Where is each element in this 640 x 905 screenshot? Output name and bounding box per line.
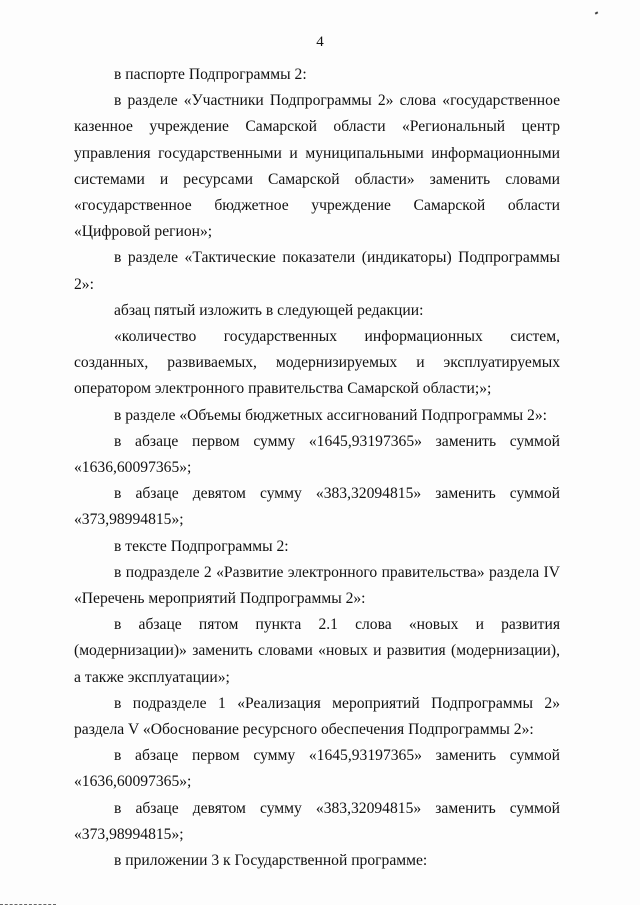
page-number: 4 — [316, 34, 324, 50]
scan-mark — [595, 11, 599, 14]
paragraph-budget-section: в разделе «Объемы бюджетных ассигнований Подпрограммы 2»: — [114, 406, 547, 424]
paragraph-subsection-2: в подразделе 2 «Развитие электронного правительства» раздела IV «Перечень мероприятий Подпрограммы 2»: — [74, 563, 560, 608]
paragraph-resource-ninth: в абзаце девятом сумму «383,32094815» заменить суммой «373,98994815»; — [74, 799, 560, 843]
paragraph-item-2-1: в абзаце пятом пункта 2.1 слова «новых и развития (модернизации)» заменить словами «новых и развития (модернизации), а также эксплуатации»; — [74, 616, 560, 686]
paragraph-resource-first: в абзаце первом сумму «1645,93197365» заменить суммой «1636,60097365»; — [74, 747, 560, 791]
paragraph-budget-ninth: в абзаце девятом сумму «383,32094815» заменить суммой «373,98994815»; — [74, 485, 560, 529]
paragraph-subprogram-text: в тексте Подпрограммы 2: — [114, 537, 289, 555]
paragraph-appendix-3: в приложении 3 к Государственной программе: — [114, 852, 428, 870]
paragraph-passport: в паспорте Подпрограммы 2: — [114, 66, 307, 83]
paragraph-participants: в разделе «Участники Подпрограммы 2» слова «государственное казенное учреждение Самарской области «Региональный центр управления государственными и муниципальными информационными системами и ресурсами Самарской области» заменить словами «государственное бюджетное учреждение Самарской области «Цифровой регион»; — [74, 92, 560, 241]
paragraph-fifth-abzac: абзац пятый изложить в следующей редакции: — [114, 301, 424, 319]
paragraph-quoted-indicator: «количество государственных информационных систем, созданных, развиваемых, модернизируемых и эксплуатируемых оператором электронного правительства Самарской области;»; — [74, 328, 560, 398]
paragraph-indicators-section: в разделе «Тактические показатели (индикаторы) Подпрограммы 2»: — [74, 249, 560, 293]
document-body — [74, 62, 560, 874]
paragraph-budget-first: в абзаце первом сумму «1645,93197365» заменить суммой «1636,60097365»; — [74, 432, 560, 477]
paragraph-subsection-1: в подразделе 1 «Реализация мероприятий Подпрограммы 2» раздела V «Обоснование ресурсного обеспечения Подпрограммы 2»: — [74, 694, 560, 739]
